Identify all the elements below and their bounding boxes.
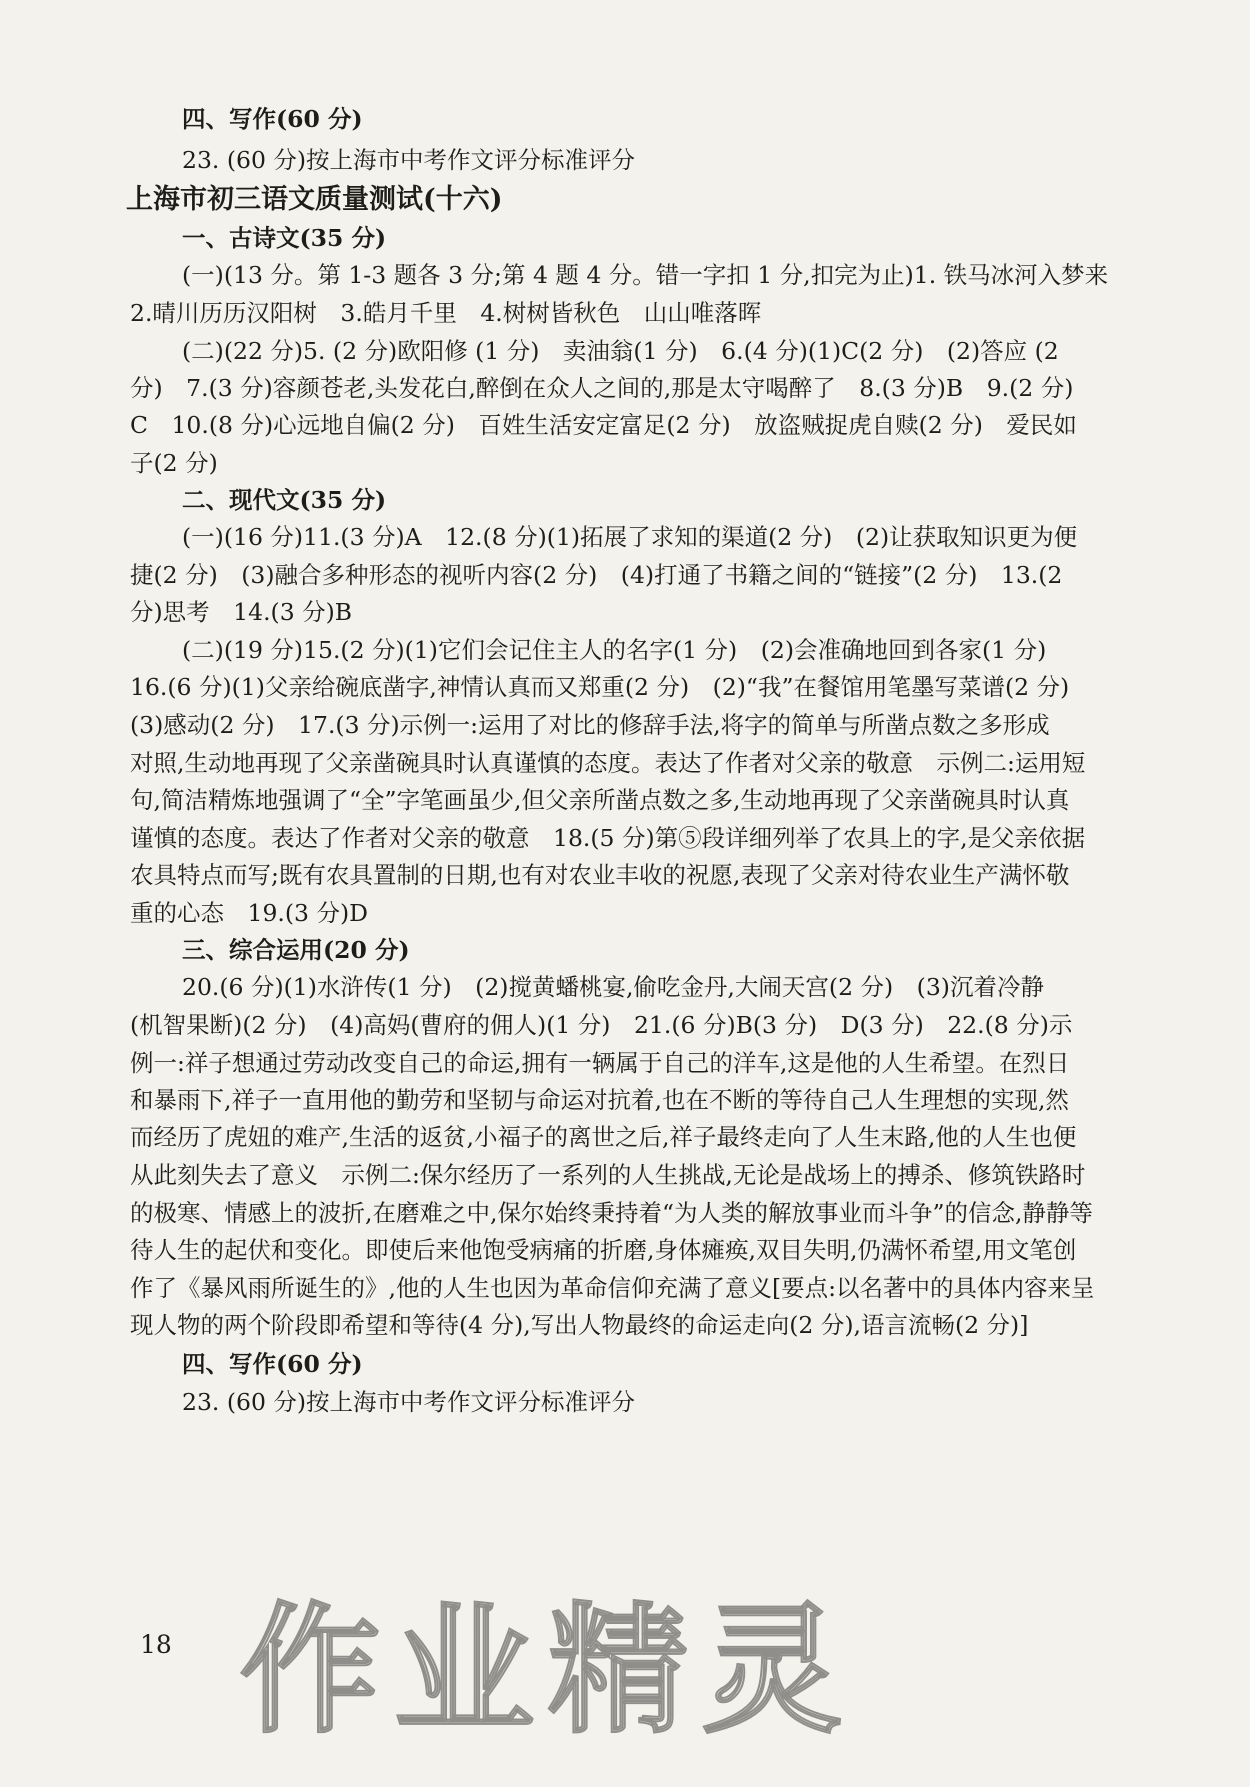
answer-line: 而经历了虎妞的难产,生活的返贫,小福子的离世之后,祥子最终走向了人生末路,他的人生也便 [130,1123,1077,1151]
answer-line: 16.(6 分)(1)父亲给碗底凿字,神情认真而又郑重(2 分) (2)“我”在餐馆用笔墨写菜谱(2 分) [130,673,1070,701]
answer-line: (一)(16 分)11.(3 分)A 12.(8 分)(1)拓展了求知的渠道(2 分) (2)让获取知识更为便 [182,523,1078,551]
answer-line: 作了《暴风雨所诞生的》,他的人生也因为革命信仰充满了意义[要点:以名著中的具体内容来呈 [130,1274,1095,1302]
answer-line: 谨慎的态度。表达了作者对父亲的敬意 18.(5 分)第⑤段详细列举了农具上的字,是父亲依据 [130,824,1086,852]
answer-line: 例一:祥子想通过劳动改变自己的命运,拥有一辆属于自己的洋车,这是他的人生希望。在烈日 [130,1049,1070,1077]
answer-line: 现人物的两个阶段即希望和等待(4 分),写出人物最终的命运走向(2 分),语言流畅(2 分)] [130,1311,1029,1339]
answer-line: 和暴雨下,祥子一直用他的勤劳和坚韧与命运对抗着,也在不断的等待自己人生理想的实现,然 [130,1086,1069,1114]
answer-line: 农具特点而写;既有农具置制的日期,也有对农业丰收的祝愿,表现了父亲对待农业生产满怀敬 [130,861,1070,889]
answer-line: 20.(6 分)(1)水浒传(1 分) (2)搅黄蟠桃宴,偷吃金丹,大闹天宫(2 分) (3)沉着冷静 [182,973,1044,1001]
answer-line: 子(2 分) [130,449,218,477]
answer-line: C 10.(8 分)心远地自偏(2 分) 百姓生活安定富足(2 分) 放盗贼捉虎自赎(2 分) 爱民如 [130,411,1077,439]
answer-line: 句,简洁精炼地强调了“全”字笔画虽少,但父亲所凿点数之多,生动地再现了父亲凿碗具时认真 [130,786,1070,814]
answer-line: 的极寒、情感上的波折,在磨难之中,保尔始终秉持着“为人类的解放事业而斗争”的信念,静静等 [130,1199,1093,1227]
section-heading: 四、写作(60 分) [182,1350,363,1378]
section-heading: 三、综合运用(20 分) [182,936,410,964]
answer-line: (二)(19 分)15.(2 分)(1)它们会记住主人的名字(1 分) (2)会准确地回到各家(1 分) [182,636,1047,664]
answer-line: 捷(2 分) (3)融合多种形态的视听内容(2 分) (4)打通了书籍之间的“链接”(2 分) 13.(2 [130,561,1063,589]
answer-line: 对照,生动地再现了父亲凿碗具时认真谨慎的态度。表达了作者对父亲的敬意 示例二:运用短 [130,749,1086,777]
answer-line: 分)思考 14.(3 分)B [130,598,353,626]
section-heading: 二、现代文(35 分) [182,486,387,514]
answer-line: 23. (60 分)按上海市中考作文评分标准评分 [182,1388,636,1416]
answer-line: 待人生的起伏和变化。即使后来他饱受病痛的折磨,身体瘫痪,双目失明,仍满怀希望,用文笔创 [130,1236,1077,1264]
section-heading: 一、古诗文(35 分) [182,224,387,252]
watermark-logo: 作业精灵 [240,1590,857,1753]
answer-line: (二)(22 分)5. (2 分)欧阳修 (1 分) 卖油翁(1 分) 6.(4 分)(1)C(2 分) (2)答应 (2 [182,337,1059,365]
answer-line: 2.晴川历历汉阳树 3.皓月千里 4.树树皆秋色 山山唯落晖 [130,299,762,327]
answer-line: 分) 7.(3 分)容颜苍老,头发花白,醉倒在众人之间的,那是太守喝醉了 8.(3 分)B 9.(2 分) [130,374,1074,402]
answer-content [126,100,1140,1420]
answer-line: 重的心态 19.(3 分)D [130,899,368,927]
answer-line: (机智果断)(2 分) (4)高妈(曹府的佣人)(1 分) 21.(6 分)B(3 分) D(3 分) 22.(8 分)示 [130,1011,1073,1039]
answer-line: 从此刻失去了意义 示例二:保尔经历了一系列的人生挑战,无论是战场上的搏杀、修筑铁路时 [130,1161,1086,1189]
answer-line: (一)(13 分。第 1-3 题各 3 分;第 4 题 4 分。错一字扣 1 分,扣完为止)1. 铁马冰河入梦来 [182,261,1109,289]
test-title: 上海市初三语文质量测试(十六) [126,184,503,215]
answer-line: (3)感动(2 分) 17.(3 分)示例一:运用了对比的修辞手法,将字的简单与所凿点数之多形成 [130,711,1050,739]
page-number: 18 [140,1630,172,1659]
section-heading: 四、写作(60 分) [182,105,363,133]
answer-line: 23. (60 分)按上海市中考作文评分标准评分 [182,146,636,174]
